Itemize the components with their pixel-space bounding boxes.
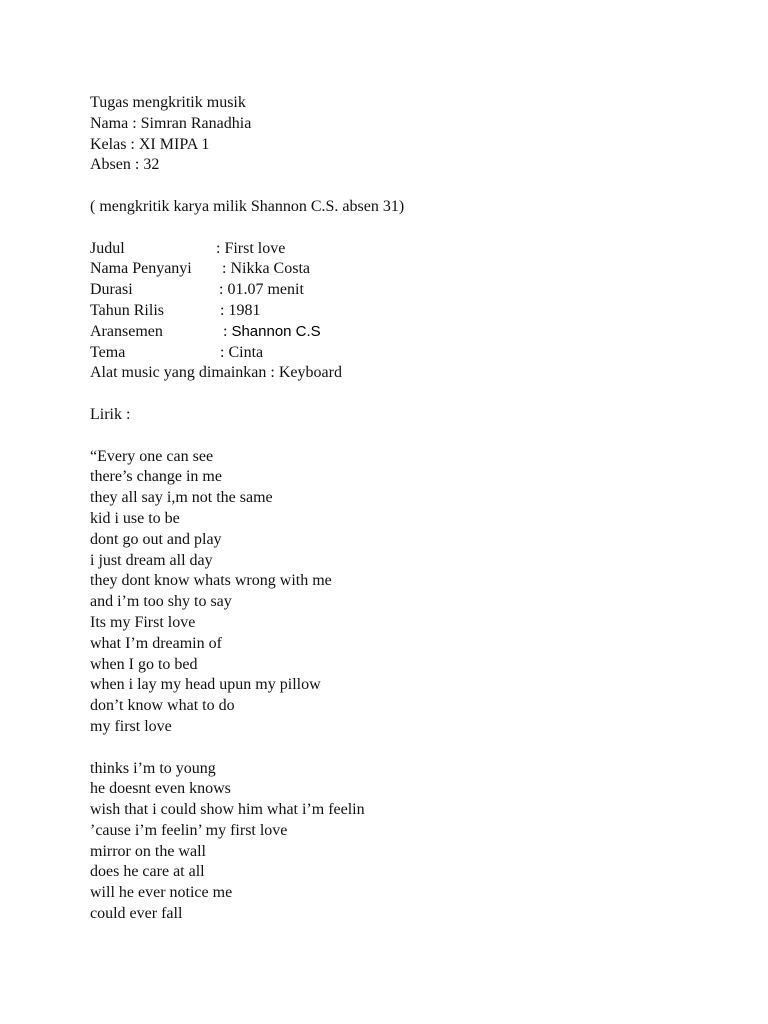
lyric-line: my first love — [90, 717, 172, 735]
judul-value: : First love — [216, 239, 286, 257]
lyric-line: could ever fall — [90, 905, 183, 923]
lyric-line: “Every one can see — [90, 447, 214, 465]
spacer — [90, 176, 730, 197]
durasi-label: Durasi — [90, 281, 133, 299]
field-judul — [90, 239, 730, 260]
lyric-line: don’t know what to do — [90, 697, 235, 715]
lyric-line: will he ever notice me — [90, 884, 233, 902]
judul-label: Judul — [90, 239, 125, 257]
field-penyanyi — [90, 259, 730, 280]
lyrics-verse-2 — [90, 759, 730, 925]
aransemen-colon: : — [223, 322, 232, 340]
lyric-line: wish that i could show him what i’m feelin — [90, 801, 365, 819]
field-alat-music: Alat music yang dimainkan : Keyboard — [90, 364, 342, 382]
document-page — [90, 93, 730, 925]
lyric-line: i just dream all day — [90, 551, 213, 569]
aransemen-label: Aransemen — [90, 322, 163, 340]
penyanyi-value: : Nikka Costa — [222, 260, 310, 278]
spacer — [90, 426, 730, 447]
spacer — [90, 384, 730, 405]
tema-value: : Cinta — [220, 343, 264, 361]
tahun-label: Tahun Rilis — [90, 301, 164, 319]
field-aransemen — [90, 322, 730, 343]
lyric-line: and i’m too shy to say — [90, 593, 232, 611]
lyric-line: what I’m dreamin of — [90, 634, 222, 652]
field-durasi — [90, 280, 730, 301]
lyric-line: Its my First love — [90, 613, 196, 631]
lyrics-verse-1 — [90, 447, 730, 738]
aransemen-value — [223, 322, 321, 343]
lyric-line: dont go out and play — [90, 530, 222, 548]
spacer — [90, 218, 730, 239]
student-number: Absen : 32 — [90, 156, 160, 174]
lyric-line: kid i use to be — [90, 509, 180, 527]
aransemen-name: Shannon C.S — [231, 322, 321, 340]
lyric-line: does he care at all — [90, 863, 205, 881]
durasi-value: : 01.07 menit — [219, 281, 304, 299]
lyric-line: ’cause i’m feelin’ my first love — [90, 821, 288, 839]
field-tema — [90, 343, 730, 364]
student-name: Nama : Simran Ranadhia — [90, 114, 252, 132]
lyric-line: thinks i’m to young — [90, 759, 216, 777]
lyric-line: they dont know whats wrong with me — [90, 572, 332, 590]
lyric-line: he doesnt even knows — [90, 780, 231, 798]
student-class: Kelas : XI MIPA 1 — [90, 135, 210, 153]
critique-note: ( mengkritik karya milik Shannon C.S. absen 31) — [90, 197, 405, 215]
lyric-line: mirror on the wall — [90, 842, 206, 860]
lirik-heading: Lirik : — [90, 405, 131, 423]
document-title: Tugas mengkritik musik — [90, 94, 246, 111]
tema-label: Tema — [90, 343, 126, 361]
spacer — [90, 738, 730, 759]
lyric-line: they all say i,m not the same — [90, 489, 273, 507]
tahun-value: : 1981 — [220, 301, 261, 319]
lyric-line: there’s change in me — [90, 468, 222, 486]
penyanyi-label: Nama Penyanyi — [90, 260, 192, 278]
field-tahun — [90, 301, 730, 322]
lyric-line: when I go to bed — [90, 655, 198, 673]
lyric-line: when i lay my head upun my pillow — [90, 676, 321, 694]
